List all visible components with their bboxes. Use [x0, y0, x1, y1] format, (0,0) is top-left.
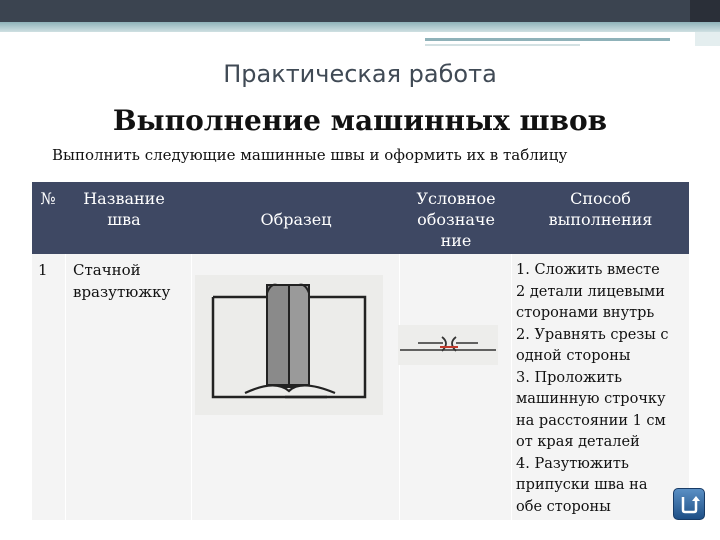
header-name: [66, 188, 182, 230]
method-line: сторонами внутрь: [516, 305, 655, 321]
return-arrow-icon: [674, 489, 704, 519]
top-accent-band: [0, 22, 720, 32]
method-line: от края деталей: [516, 434, 640, 450]
row-number: 1: [38, 261, 48, 279]
column-divider: [399, 254, 400, 520]
column-divider: [191, 254, 192, 520]
header-symbol-line: обозначе: [417, 210, 495, 229]
row-name-line: вразутюжку: [73, 282, 171, 301]
header-name-line: Название: [83, 189, 165, 208]
table-header-row: [32, 182, 689, 254]
return-button[interactable]: [673, 488, 705, 520]
method-line: машинную строчку: [516, 391, 666, 407]
header-name-line: шва: [107, 210, 141, 229]
row-name: [73, 260, 170, 303]
header-symbol-line: ние: [440, 231, 472, 250]
method-line: 4. Разутюжить: [516, 455, 629, 472]
header-symbol: [400, 188, 512, 251]
method-line: 2 детали лицевыми: [516, 283, 665, 300]
method-line: 1. Сложить вместе: [516, 262, 660, 278]
header-method: [512, 188, 689, 230]
slide-subtitle: Практическая работа: [223, 60, 497, 88]
method-line: на расстоянии 1 см: [516, 412, 666, 429]
column-divider: [65, 254, 66, 520]
header-num: №: [40, 189, 56, 208]
seam-symbol-drawing: [398, 325, 498, 365]
header-method-line: Способ: [570, 189, 631, 208]
instruction-text: Выполнить следующие машинные швы и оформить их в таблицу: [52, 146, 568, 164]
method-line: припуски шва на: [516, 477, 648, 493]
decor-line: [425, 44, 580, 46]
seam-sample-image: [195, 275, 383, 415]
top-decor-bar: [0, 0, 720, 22]
decor-block: [695, 32, 720, 46]
column-divider: [511, 254, 512, 520]
top-corner-block: [690, 0, 720, 22]
method-line: 3. Проложить: [516, 369, 622, 386]
header-sample: Образец: [260, 210, 332, 229]
seam-sample-drawing: [195, 275, 383, 415]
method-line: 2. Уравнять срезы с: [516, 326, 669, 343]
seam-symbol-image: [398, 325, 498, 365]
method-text: [516, 260, 684, 518]
decor-line: [425, 38, 670, 41]
header-method-line: выполнения: [548, 210, 653, 229]
row-name-line: Стачной: [73, 261, 141, 279]
method-line: одной стороны: [516, 348, 631, 364]
method-line: обе стороны: [516, 498, 611, 515]
header-symbol-line: Условное: [416, 189, 496, 208]
slide-title: Выполнение машинных швов: [112, 104, 608, 137]
